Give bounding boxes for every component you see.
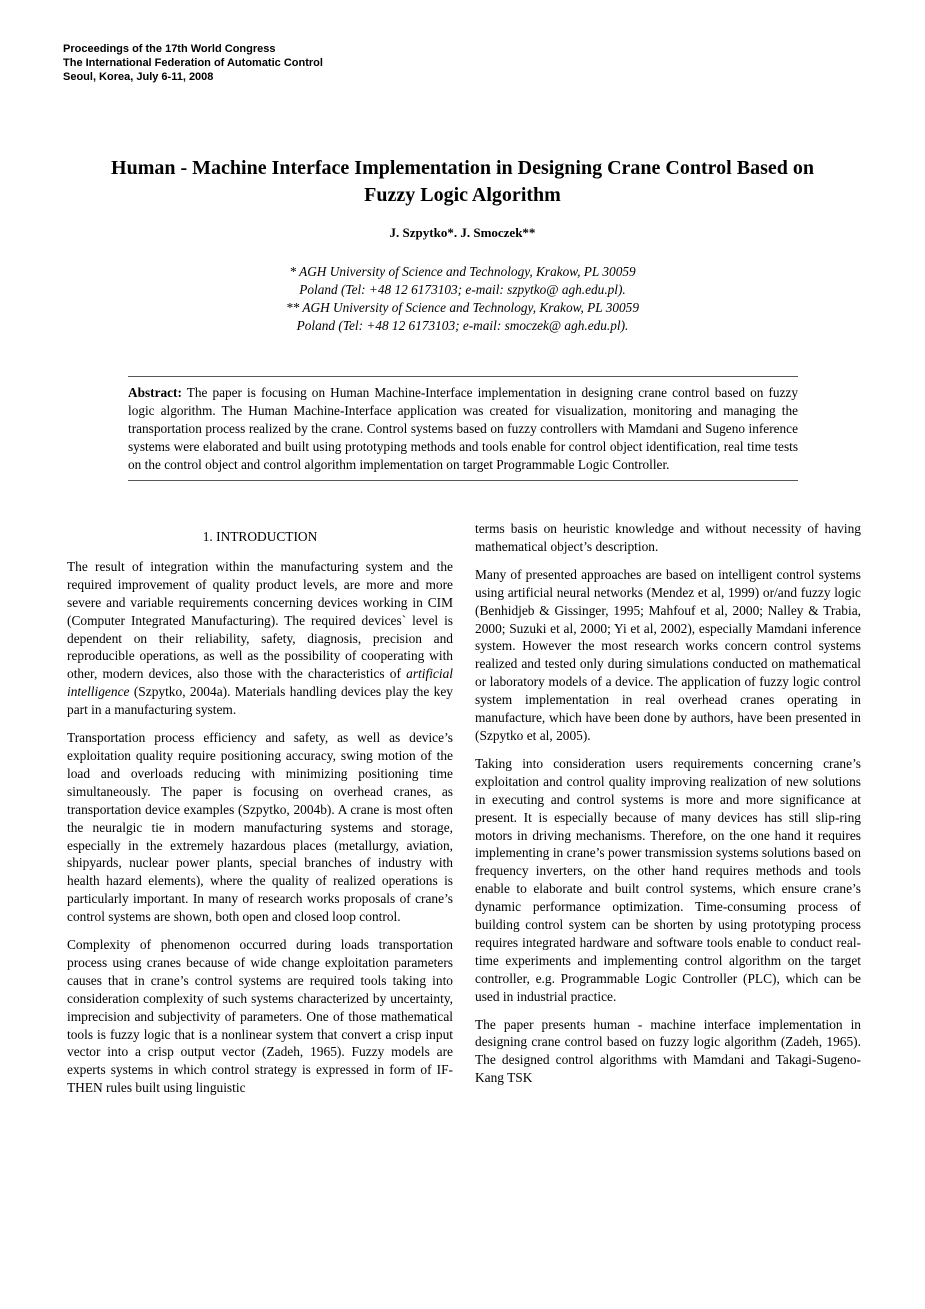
abstract-label: Abstract: — [128, 385, 182, 400]
paragraph: The paper presents human - machine interface implementation in designing crane control based on fuzzy logic algorithm (Zadeh, 1965). The designed control algorithms with Mamdani and Takagi-Sugeno-Kang TSK — [475, 1016, 861, 1086]
authors: J. Szpytko*. J. Smoczek** — [389, 225, 536, 240]
italic-text: artificial intelligence — [67, 666, 453, 700]
affiliation-line: Poland (Tel: +48 12 6173103; e-mail: smoczek@ agh.edu.pl). — [296, 318, 629, 333]
title-line: Human - Machine Interface Implementation in Designing Crane Control Based on — [111, 157, 814, 179]
affiliations — [0, 263, 925, 335]
text: (Szpytko, 2004a). Materials handling devices play the key part in a manufacturing system. — [67, 684, 453, 718]
header-line: Seoul, Korea, July 6-11, 2008 — [63, 71, 214, 83]
paragraph — [67, 558, 453, 719]
header-line: The International Federation of Automatic Control — [63, 57, 323, 69]
affiliation-line: * AGH University of Science and Technology, Krakow, PL 30059 — [289, 264, 636, 279]
conference-header — [63, 42, 323, 84]
section-heading: 1. INTRODUCTION — [202, 529, 318, 544]
abstract-text: The paper is focusing on Human Machine-Interface implementation in designing crane control based on fuzzy logic algorithm. The Human Machine-Interface application was created for visualization, monitoring and managing the transportation process realized by the crane. Control systems based on fuzzy controllers with Mamdani and Sugeno inference systems were elaborated and built using prototyping methods and tools enable for control object identification, real time tests on the control object and control algorithm implementation on target Programmable Logic Controller. — [128, 385, 798, 472]
text: The result of integration within the manufacturing system and the required improvement of quality product levels, are more and more severe and variable requirements concerning devices working in CIM (Computer Integrated Manufacturing). The required devices` level is dependent on their reliability, safety, diagnosis, precision and reproducible operations, as well as the possibility of cooperating with other, modern devices, also those with the characteristics of — [67, 558, 453, 682]
paragraph: Taking into consideration users requirements concerning crane’s exploitation and control quality improving realization of new solutions in executing and control systems is more and more significance at present. It is especially because of many devices has still slip-ring motors in driving mechanisms. Therefore, on the one hand it requires implementing in crane’s power transmission systems solutions based on frequency inverters, on the other hand requires methods and tools enable to elaborate and built control systems, which ensure crane’s dynamic performance optimization. Time-consuming process of building control system can be shorten by using prototyping process requires integrated hardware and software tools enable to conduct real-time experiments and implementing control algorithm on the target controller, e.g. Programmable Logic Controller (PLC), which can be used in industrial practice. — [475, 755, 861, 1004]
right-column — [475, 520, 861, 1097]
left-column — [67, 528, 453, 1107]
paragraph: Many of presented approaches are based on intelligent control systems using artificial neural networks (Mendez et al, 1999) or/and fuzzy logic (Benhidjeb & Gissinger, 1995; Mahfouf et al, 2000; Nalley & Trabia, 2000; Suzuki et al, 2000; Yi et al, 2002), especially Mamdani inference system. However the most research works concern control systems realized and tested only during simulations conducted on mathematical or laboratory models of a device. The application of fuzzy logic control system implementation in real overhead cranes operating in manufacture, which have been done by authors, have been presented in (Szpytko et al, 2005). — [475, 566, 861, 743]
header-line: Proceedings of the 17th World Congress — [63, 43, 276, 55]
affiliation-line: ** AGH University of Science and Technology, Krakow, PL 30059 — [286, 300, 639, 315]
affiliation-line: Poland (Tel: +48 12 6173103; e-mail: szpytko@ agh.edu.pl). — [299, 282, 626, 297]
paragraph: Complexity of phenomenon occurred during loads transportation process using cranes because of wide change exploitation parameters causes that in crane’s control systems are required tools taking into consideration complexity of such systems characterized by uncertainty, imprecision and subjectivity of parameters. One of those mathematical tools is fuzzy logic that is a nonlinear system that convert a crisp input vector into a crisp output vector (Zadeh, 1965). Fuzzy models are experts systems in which control strategy is expressed in form of IF-THEN rules built using linguistic — [67, 937, 453, 1096]
paragraph: Transportation process efficiency and safety, as well as device’s exploitation quality require positioning accuracy, swing motion of the load and overloads reducing with minimizing positioning time simultaneously. The paper is focusing on overhead cranes, as transportation device examples (Szpytko, 2004b). A crane is most often the neuralgic tie in modern manufacturing systems and storage, especially in the extremely hazardous places (metallurgy, aviation, shipyards, nuclear power plants, special branches of industry with health hazard elements), where the quality of realized operations is particularly important. In many of research works proposals of crane’s control systems are shown, both open and closed loop control. — [67, 730, 453, 925]
paper-title — [40, 155, 885, 209]
abstract — [128, 376, 798, 481]
paragraph: terms basis on heuristic knowledge and without necessity of having mathematical object’s description. — [475, 521, 861, 554]
title-line: Fuzzy Logic Algorithm — [364, 184, 561, 206]
